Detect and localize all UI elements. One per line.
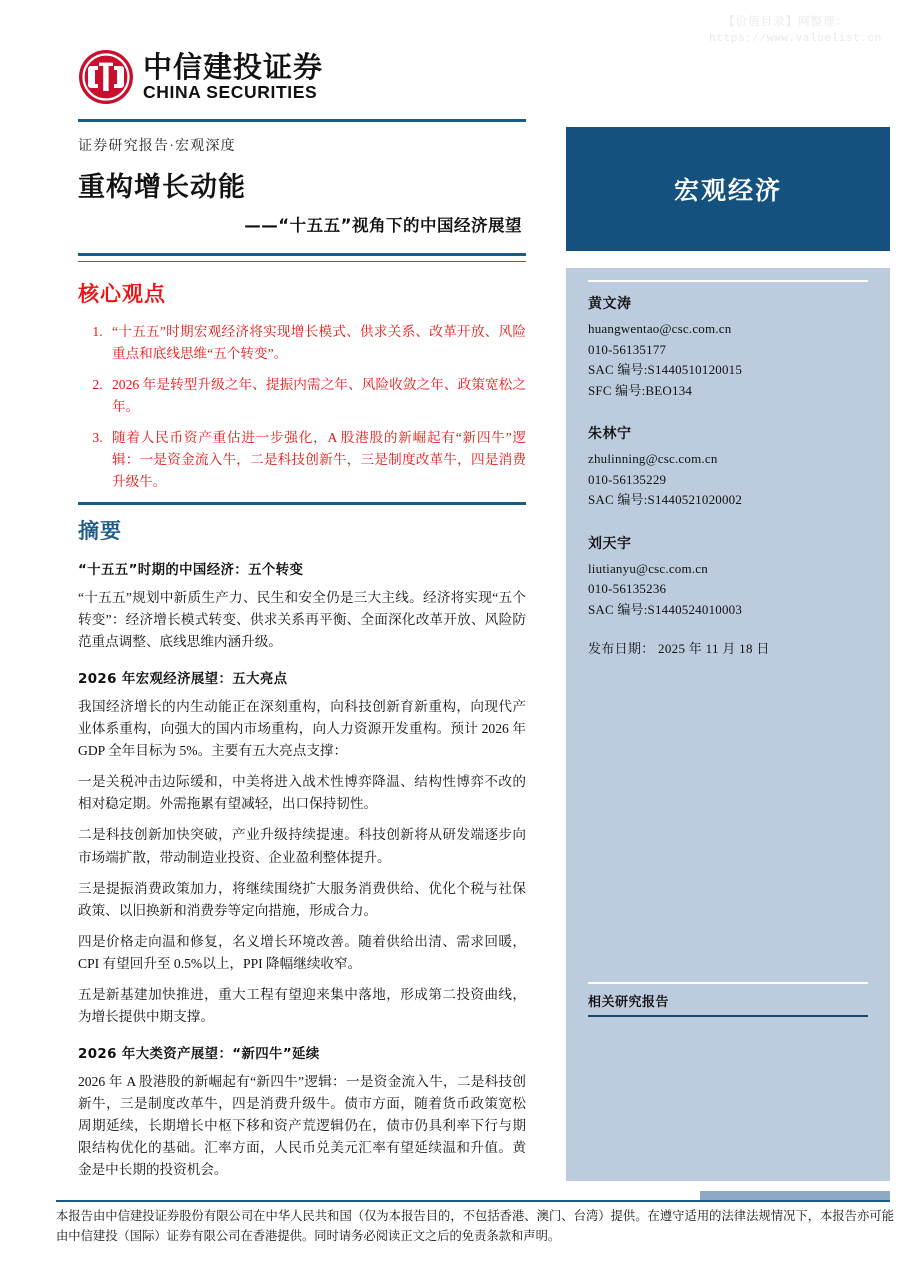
abstract-paragraph: “十五五”规划中新质生产力、民生和安全仍是三大主线。经济将实现“五个转变”：经济增长模式转变、供求关系再平衡、全面深化改革开放、风险防范重点调整、底线思维内涵升级。 <box>78 590 526 650</box>
watermark-url: https://www.valuelist.cn <box>709 33 882 46</box>
analyst-name: 黄文涛 <box>588 296 632 312</box>
analyst-card <box>588 423 868 511</box>
list-item: 2. 2026 年是转型升级之年、提振内需之年、风险收敛之年、政策宽松之年。 <box>106 374 526 418</box>
abstract-paragraph: 2026 年 A 股港股的新崛起有“新四牛”逻辑：一是资金流入牛，二是科技创新牛，三是制度改革牛，四是消费升级牛。债市方面，随着货币政策宽松周期延续，长期增长中枢下移和资产荒逻辑仍在，债市仍具利率下行与期限结构优化的基础。汇率方面，人民币兑美元汇率有望延续温和升值。黄金是中长期的投资机会。 <box>78 1073 526 1178</box>
abstract-rule-top <box>78 502 526 505</box>
category-badge-label: 宏观经济 <box>673 176 782 205</box>
core-viewpoints-heading: 核心观点 <box>78 282 166 306</box>
analyst-phone: 010-56135177 <box>588 341 667 357</box>
abstract-subheading: 2026 年宏观经济展望：五大亮点 <box>78 671 288 687</box>
report-kicker: 证券研究报告·宏观深度 <box>78 139 236 154</box>
abstract-paragraph: 二是科技创新加快突破，产业升级持续提速。科技创新将从研发端逐步向市场端扩散，带动制造业投资、企业盈利整体提升。 <box>78 827 526 865</box>
logo-wordmark <box>143 49 324 103</box>
analyst-sidebar <box>566 268 890 1181</box>
abstract-paragraph: 五是新基建加快推进，重大工程有望迎来集中落地，形成第二投资曲线，为增长提供中期支撑。 <box>78 987 526 1025</box>
list-item: 1. “十五五”时期宏观经济将实现增长模式、供求关系、改革开放、风险重点和底线思维“五个转变”。 <box>106 321 526 365</box>
watermark-label: 【价值目录】网整理： <box>723 16 849 29</box>
analyst-card <box>588 293 868 401</box>
related-research-label: 相关研究报告 <box>588 995 670 1010</box>
category-badge <box>566 127 890 251</box>
core-viewpoints-list <box>78 321 526 493</box>
footer-disclaimer: 本报告由中信建投证券股份有限公司在中华人民共和国（仅为本报告目的，不包括香港、澳门、台湾）提供。在遵守适用的法律法规情况下，本报告亦可能由中信建投（国际）证券有限公司在香港提供。同时请务必阅读正文之后的免责条款和声明。 <box>56 1209 894 1243</box>
footer-rule <box>56 1200 890 1202</box>
company-logo <box>78 0 526 108</box>
analyst-phone: 010-56135229 <box>588 471 667 487</box>
abstract-paragraph: 三是提振消费政策加力，将继续围绕扩大服务消费供给、优化个税与社保政策、以旧换新和消费券等定向措施，形成合力。 <box>78 880 526 918</box>
analyst-name: 刘天宇 <box>588 535 632 552</box>
brand-name-en: CHINA SECURITIES <box>143 82 318 103</box>
analyst-email[interactable]: huangwentao@csc.com.cn <box>588 321 732 336</box>
analyst-name: 朱林宁 <box>588 426 632 443</box>
abstract-heading: 摘要 <box>78 519 122 544</box>
analyst-sfc-number: SFC 编号:BEO134 <box>588 382 693 398</box>
analyst-sac-number: SAC 编号:S1440510120015 <box>588 362 743 378</box>
related-divider-bottom <box>588 1015 868 1017</box>
brand-name-cn: 中信建投证券 <box>143 49 324 84</box>
abstract-paragraph: 我国经济增长的内生动能正在深刻重构，向科技创新育新重构，向现代产业体系重构，向强大的国内市场重构，向人力资源开发重构。预计 2026 年 GDP 全年目标为 5%。主要有五大亮点支撑： <box>78 698 526 758</box>
watermark <box>709 14 882 48</box>
analyst-email[interactable]: liutianyu@csc.com.cn <box>588 560 708 576</box>
analyst-sac-number: SAC 编号:S1440521020002 <box>588 492 743 508</box>
title-rule-thin <box>78 261 526 262</box>
page-subtitle: ——“十五五”视角下的中国经济展望 <box>244 216 522 235</box>
sidebar-top-divider <box>588 280 868 282</box>
footer-accent-bar <box>700 1191 890 1200</box>
abstract-paragraph: 四是价格走向温和修复，名义增长环境改善。随着供给出清、需求回暖，CPI 有望回升至 0.5%以上，PPI 降幅继续收窄。 <box>78 933 526 972</box>
analyst-email[interactable]: zhulinning@csc.com.cn <box>588 451 718 467</box>
publish-date: 发布日期： 2025 年 11 月 18 日 <box>588 641 770 657</box>
analyst-sac-number: SAC 编号:S1440524010003 <box>588 601 743 617</box>
abstract-paragraph: 一是关税冲击边际缓和，中美将进入战术性博弈降温、结构性博弈不改的相对稳定期。外需拖累有望减轻，出口保持韧性。 <box>78 774 526 812</box>
list-item: 3. 随着人民币资产重估进一步强化，A 股港股的新崛起有“新四牛”逻辑：一是资金流入牛，二是科技创新牛，三是制度改革牛，四是消费升级牛。 <box>106 427 526 493</box>
analyst-card <box>588 533 868 621</box>
left-content-column <box>78 0 526 1181</box>
header-rule-top <box>78 119 526 122</box>
analyst-phone: 010-56135236 <box>588 581 667 597</box>
page-title: 重构增长动能 <box>78 172 246 203</box>
abstract-subheading: “十五五”时期的中国经济：五个转变 <box>78 563 304 579</box>
related-research-section <box>566 982 890 1017</box>
citic-circle-logo-icon <box>78 49 134 105</box>
abstract-subheading: 2026 年大类资产展望：“新四牛”延续 <box>78 1046 320 1062</box>
